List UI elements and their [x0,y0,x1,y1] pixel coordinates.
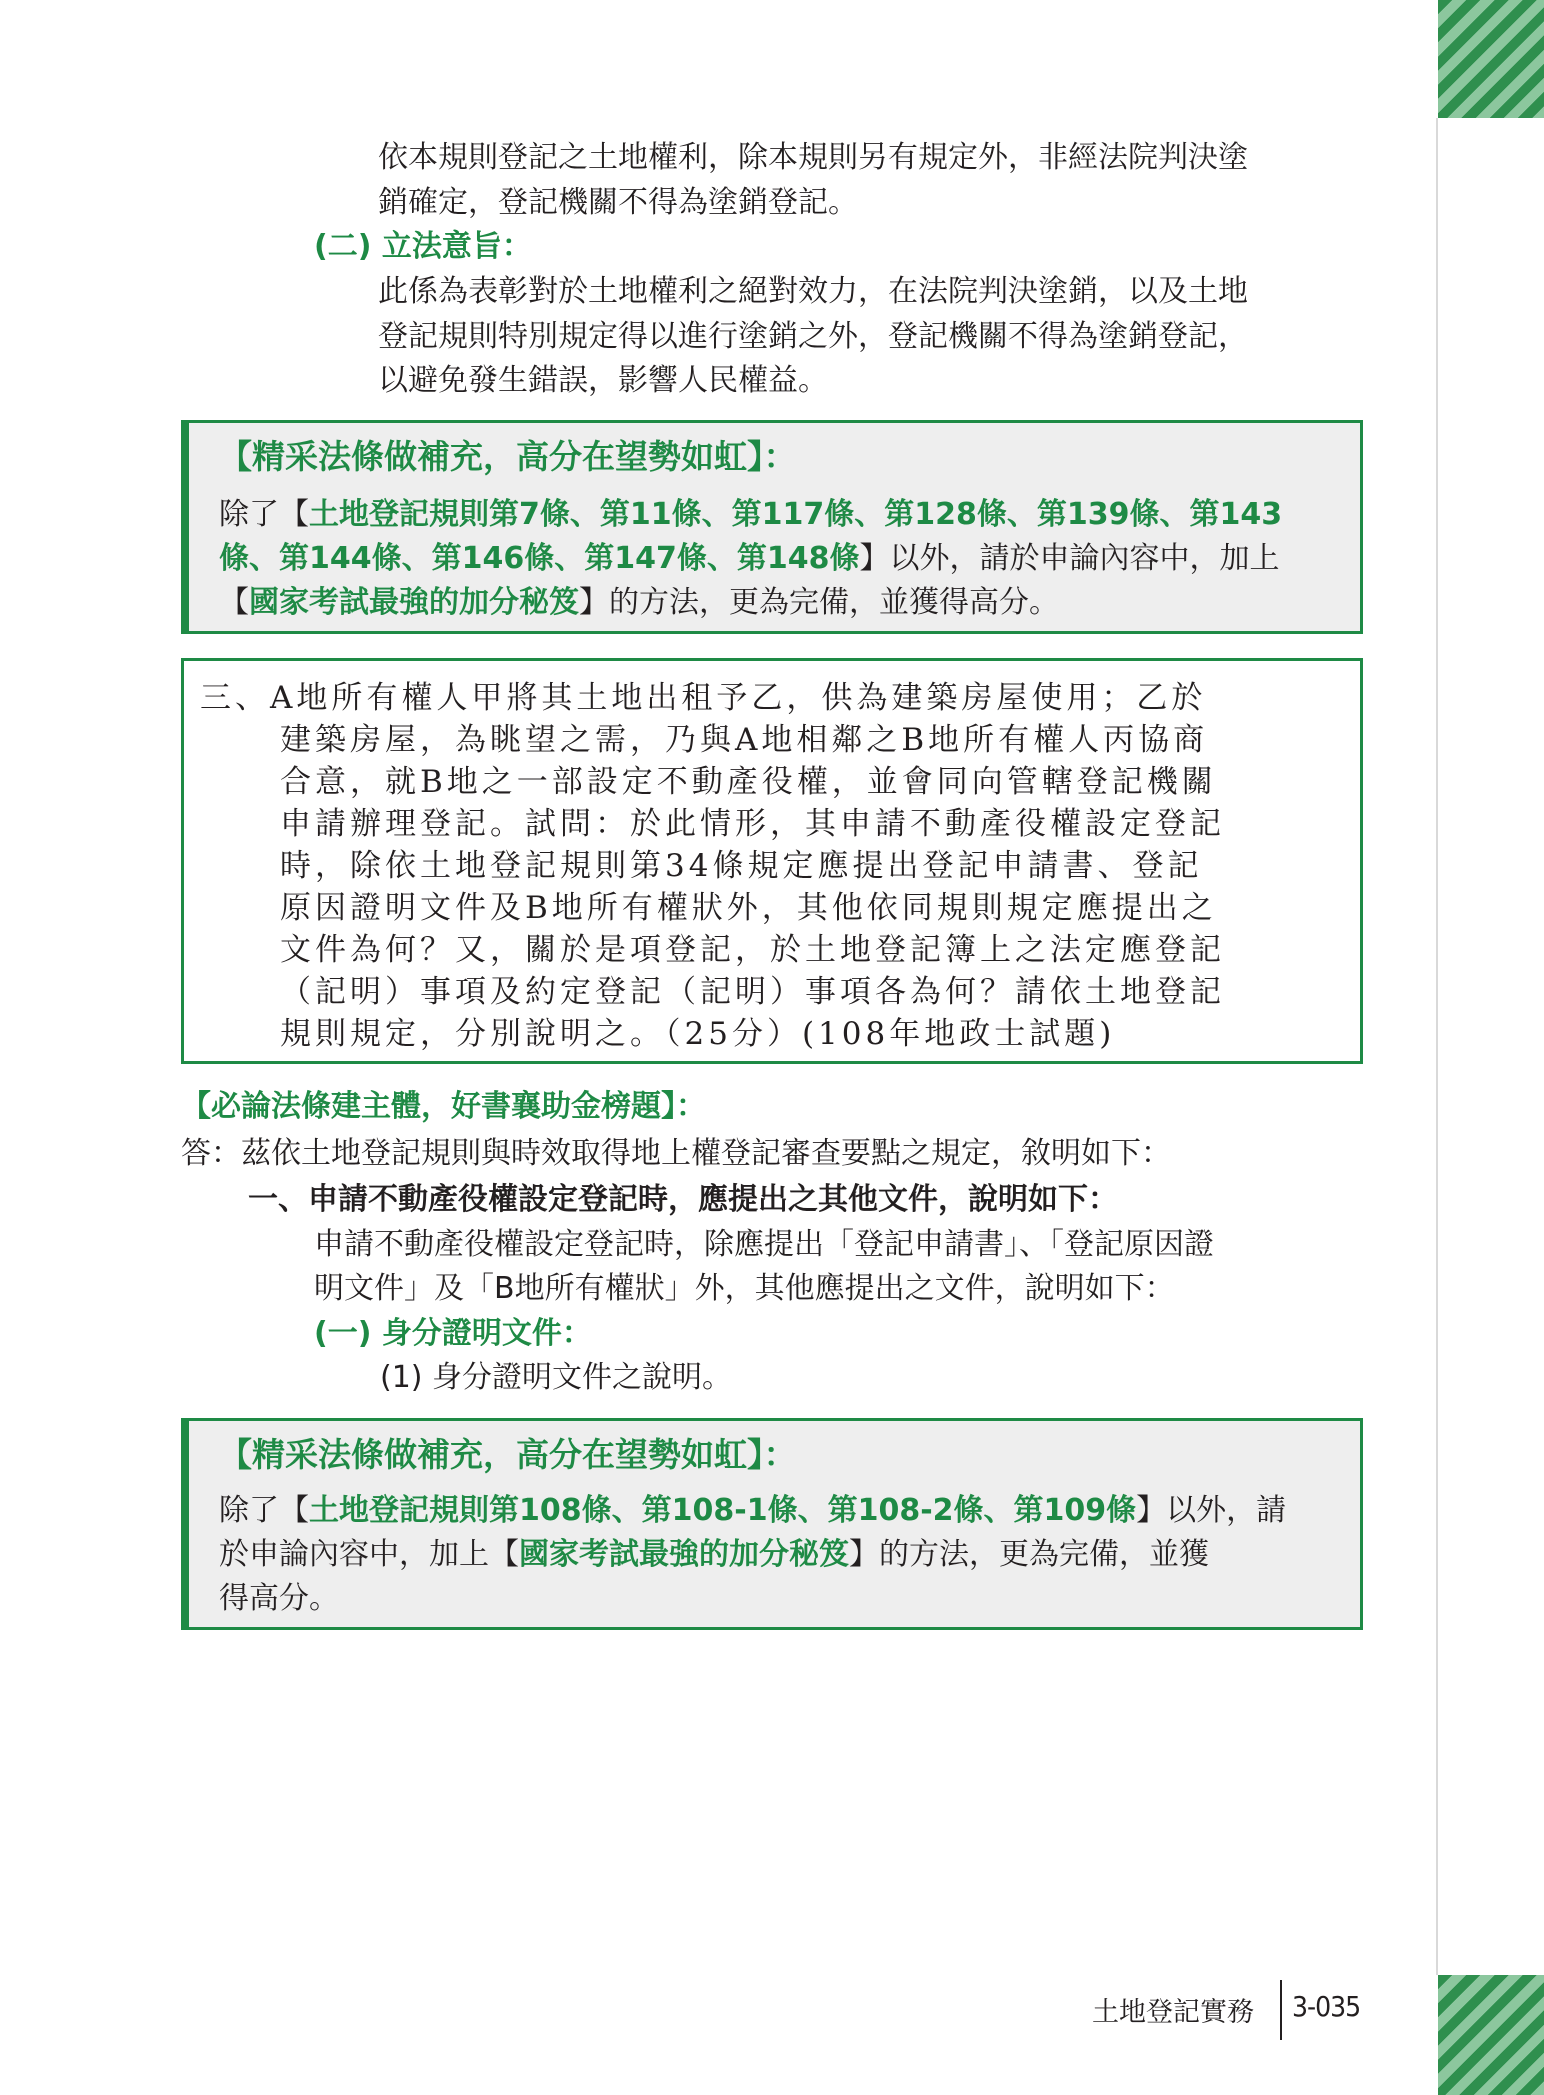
supplement-box-2-line-1: 除了【土地登記規則第108條、第108-1條、第108-2條、第109條】以外，請 [219,1493,1287,1528]
supplement-box-2-title: 【精采法條做補充，高分在望勢如虹】： [219,1435,797,1474]
question-line-9: 規則規定，分別說明之。（25分）(108年地政士試題) [280,1016,1116,1052]
supplement-box-1-line-1: 除了【土地登記規則第7條、第11條、第117條、第128條、第139條、第143 [219,497,1283,532]
question-line-8: （記明）事項及約定登記（記明）事項各為何？請依土地登記 [280,974,1225,1010]
top-side-tab [1438,0,1544,118]
question-line-6: 原因證明文件及B地所有權狀外，其他依同規則規定應提出之 [280,890,1217,926]
answer-line-1: 申請不動產役權設定登記時，除應提出「登記申請書」、「登記原因證 [314,1227,1214,1262]
exam-question-box [181,658,1363,1064]
section2-line-1: 此係為表彰對於土地權利之絕對效力，在法院判決塗銷，以及土地 [378,274,1248,309]
question-line-4: 申請辦理登記。試問：於此情形，其申請不動產役權設定登記 [280,806,1225,842]
supplement-box-2 [181,1418,1363,1630]
section2-heading: (二) 立法意旨： [314,229,532,264]
question-line-2: 建築房屋，為眺望之需，乃與A地相鄰之B地所有權人丙協商 [280,722,1209,758]
answer-line-2: 明文件」及「B地所有權狀」外，其他應提出之文件，說明如下： [314,1271,1175,1306]
question-line-3: 合意，就B地之一部設定不動產役權，並會同向管轄登記機關 [280,764,1217,800]
supplement-box-1-title: 【精采法條做補充，高分在望勢如虹】： [219,437,797,476]
page-edge-line [1436,118,1438,1975]
footer-book-title: 土地登記實務 [1092,1997,1254,2028]
intro-line-2: 銷確定，登記機關不得為塗銷登記。 [378,185,858,220]
section2-line-2: 登記規則特別規定得以進行塗銷之外，登記機關不得為塗銷登記， [378,319,1248,354]
question-line-1: 三、A地所有權人甲將其土地出租予乙，供為建築房屋使用；乙於 [200,680,1207,716]
answer-heading: 【必論法條建主體，好書襄助金榜題】： [181,1089,706,1124]
answer-subheading-1: 一、申請不動產役權設定登記時，應提出之其他文件，說明如下： [248,1182,1118,1217]
section2-line-3: 以避免發生錯誤，影響人民權益。 [378,363,828,398]
answer-subheading-a: (一) 身分證明文件： [314,1316,592,1351]
footer-page-number: 3-035 [1292,1990,1361,2023]
supplement-box-2-line-2: 於申論內容中，加上【國家考試最強的加分秘笈】的方法，更為完備，並獲 [219,1537,1209,1572]
supplement-box-1 [181,420,1363,634]
question-line-7: 文件為何？又，關於是項登記，於土地登記簿上之法定應登記 [280,932,1225,968]
answer-intro: 答：茲依土地登記規則與時效取得地上權登記審查要點之規定，敘明如下： [181,1136,1171,1171]
bottom-side-tab [1438,1975,1544,2095]
intro-line-1: 依本規則登記之土地權利，除本規則另有規定外，非經法院判決塗 [378,140,1248,175]
answer-item-1: (1) 身分證明文件之說明。 [380,1360,733,1395]
supplement-box-1-line-3: 【國家考試最強的加分秘笈】的方法，更為完備，並獲得高分。 [219,585,1059,620]
footer-separator [1280,1980,1282,2040]
supplement-box-1-line-2: 條、第144條、第146條、第147條、第148條】以外，請於申論內容中，加上 [219,541,1280,576]
question-line-5: 時，除依土地登記規則第34條規定應提出登記申請書、登記 [280,848,1203,884]
supplement-box-2-line-3: 得高分。 [219,1581,339,1616]
